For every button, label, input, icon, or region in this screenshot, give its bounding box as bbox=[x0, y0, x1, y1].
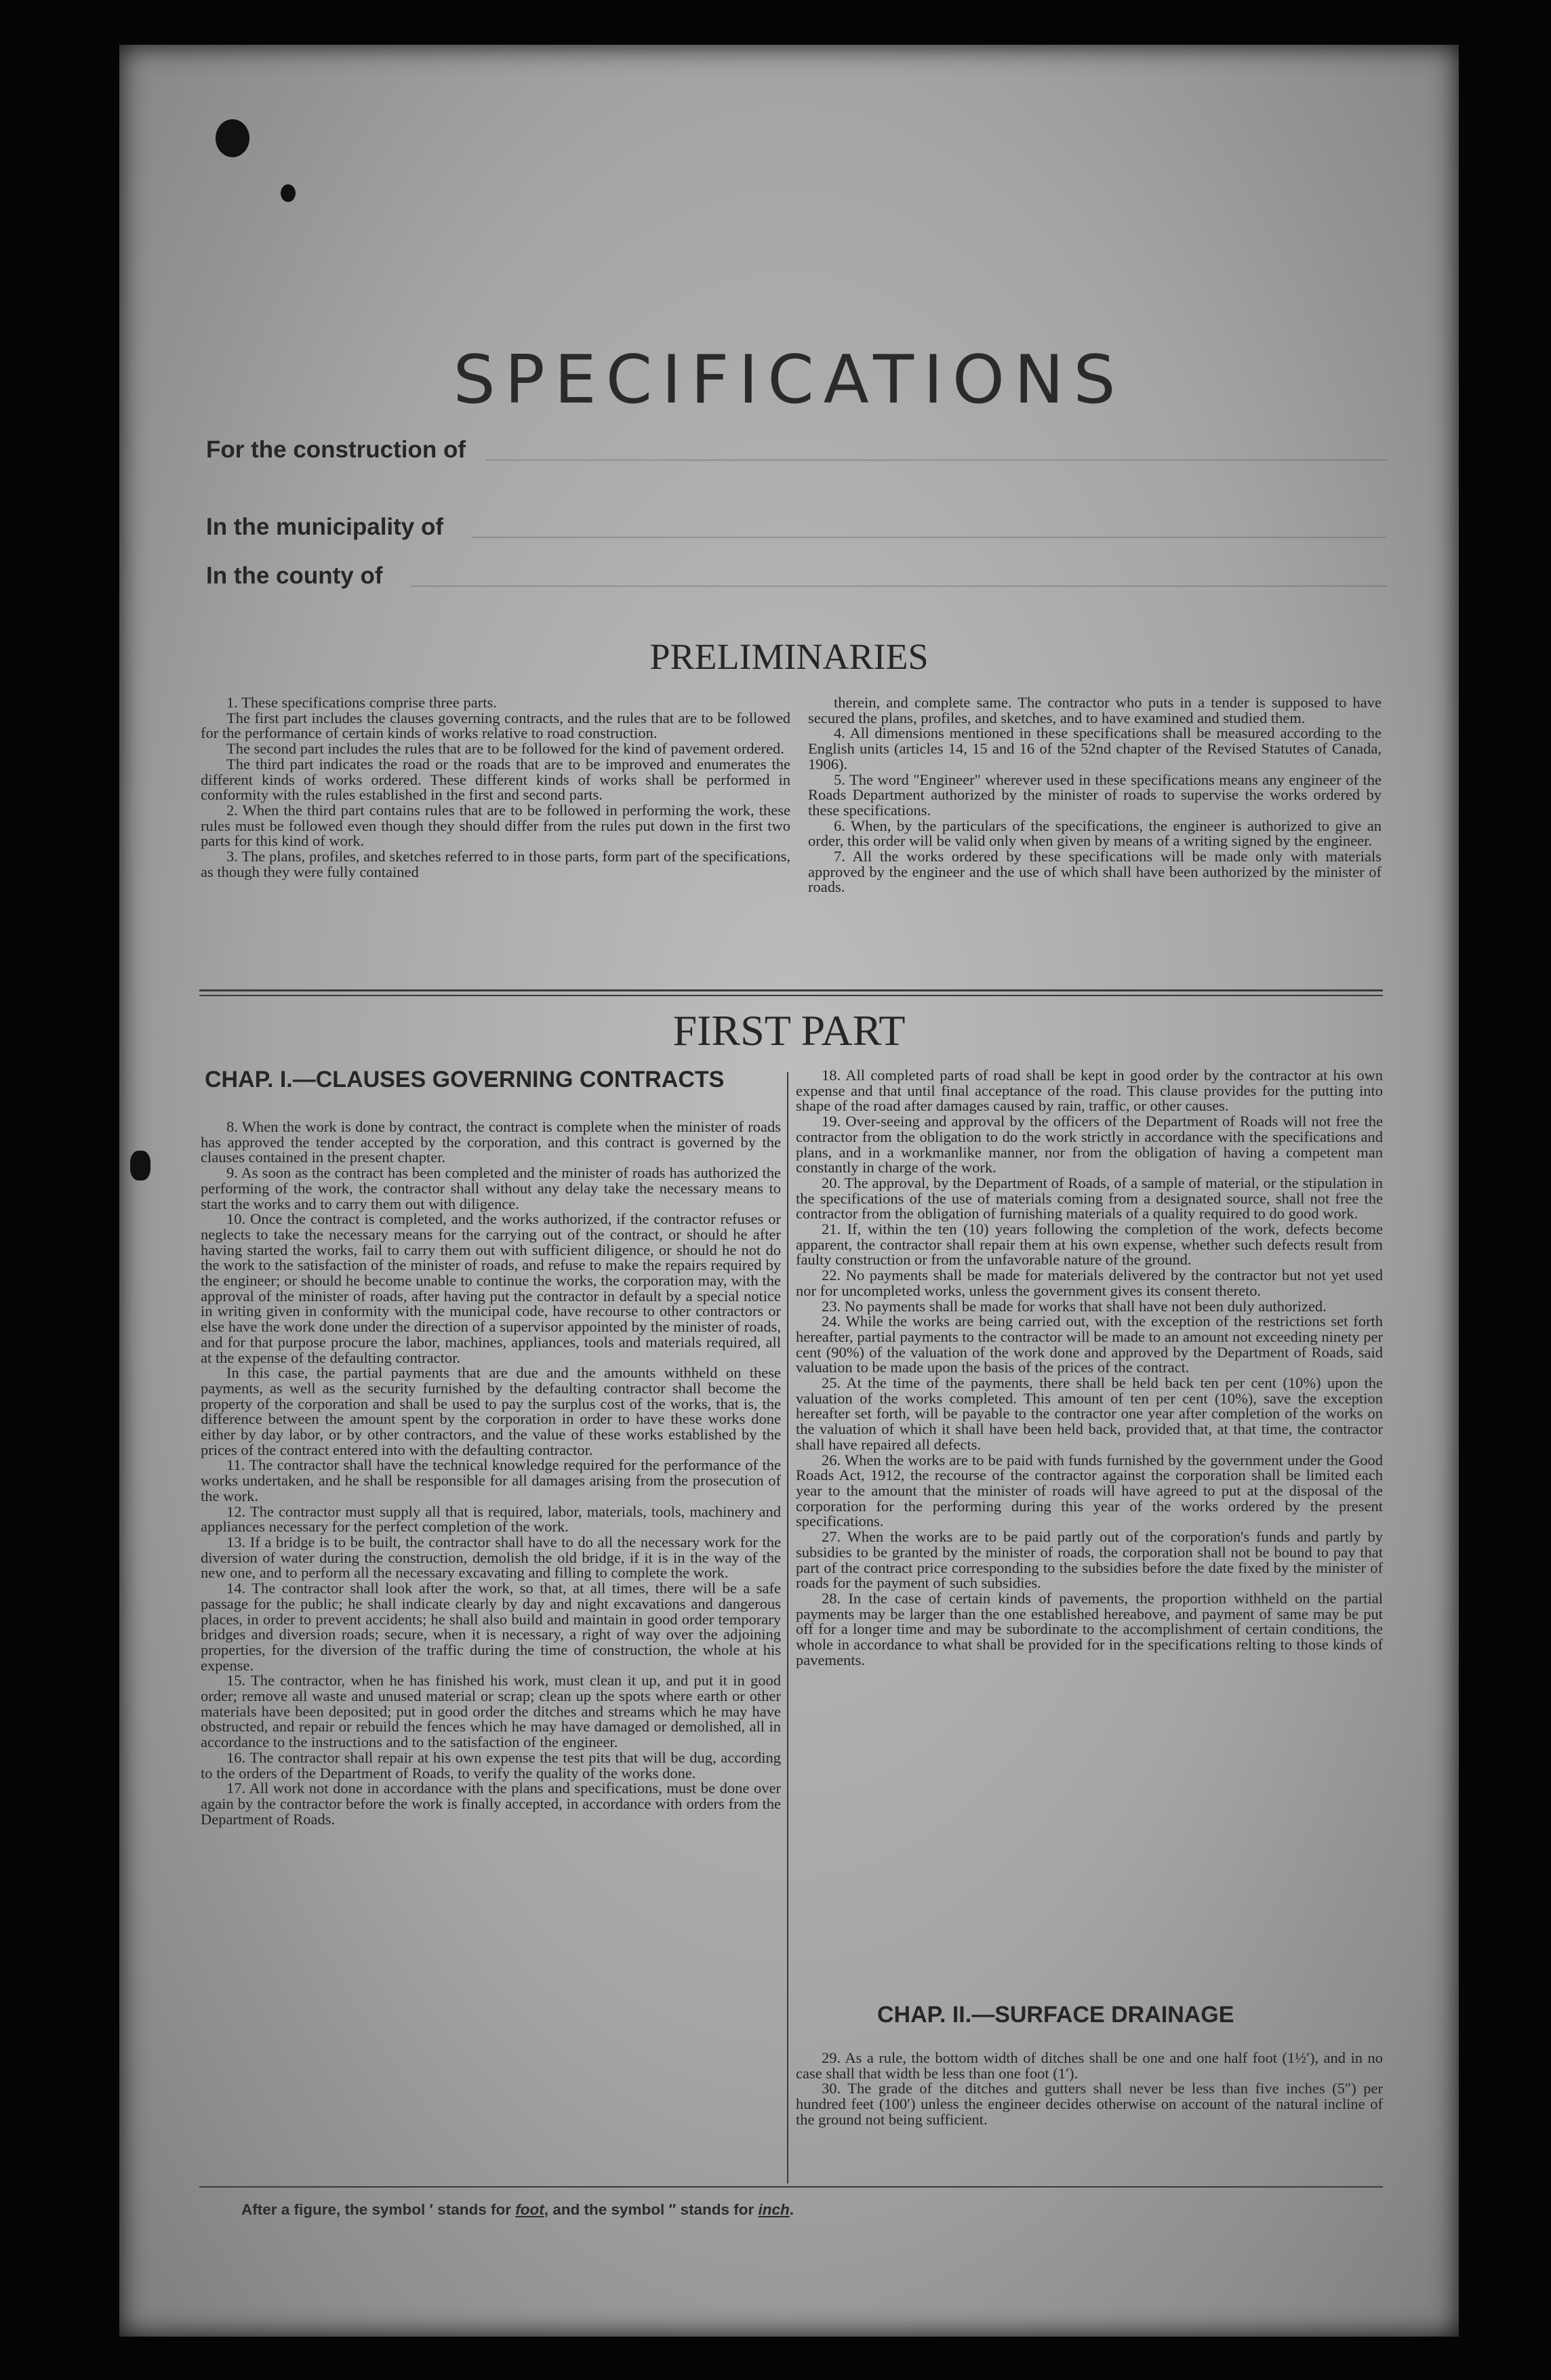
preliminaries-right-column bbox=[808, 695, 1382, 895]
paragraph: 12. The contractor must supply all that is required, labor, materials, tools, machinery and appliances necessary for the perfect completion of the work. bbox=[201, 1502, 781, 1536]
paragraph: 11. The contractor shall have the technical knowledge required for the performance of the works undertaken, and he shall be responsible for all damages arising from the prosecution of the work. bbox=[201, 1456, 781, 1504]
paragraph: 19. Over-seeing and approval by the officers of the Department of Roads will not free the contractor from the obligation to do the work strictly in accordance with the specifications and plans, and in a workmanlike manner, nor from the obligation of having a competent man constantly in charge of the work. bbox=[796, 1113, 1383, 1176]
paragraph: 10. Once the contract is completed, and the works authorized, if the contractor refuses or neglects to take the necessary means for the carrying out of the contract, or should he after having started the works, fail to carry them out with sufficient diligence, or should he not do the work to the satisfaction of the minister of roads, and refuse to make the repairs required by the engineer; or should he become unable to continue the works, the corporation may, with the approval of the minister of roads, after having put the contractor in default by a special notice in writing given in conformity with the municipal code, have recourse to other contractors or else have the work done under the direction of a supervisor appointed by the minister of roads, and for that purpose procure the labor, machines, appliances, tools and materials required, all at the expense of the defaulting contractor. bbox=[201, 1210, 781, 1366]
paragraph: The third part indicates the road or the roads that are to be improved and enumerates the different kinds of works ordered. These different kinds of works shall be performed in conformity with the rules established in the first and second parts. bbox=[201, 755, 790, 804]
paragraph: 18. All completed parts of road shall be kept in good order by the contractor at his own expense and that until final acceptance of the road. This clause provides for the putting into shape of the road after damages caused by rain, traffic, or other causes. bbox=[796, 1067, 1383, 1115]
ink-blot bbox=[130, 1151, 150, 1181]
first-part-right-column bbox=[796, 1068, 1383, 1668]
paragraph: 7. All the works ordered by these specifications will be made only with materials approved by the engineer and the use of which shall have been authorized by the minister of roads. bbox=[808, 848, 1382, 896]
footnote-text: , and the symbol ″ stands for bbox=[544, 2201, 759, 2218]
first-part-heading: FIRST PART bbox=[672, 1006, 906, 1054]
paragraph: 30. The grade of the ditches and gutters shall never be less than five inches (5″) per hundred feet (100′) unless the engineer decides otherwise on account of the natural incline of the ground not being sufficient. bbox=[796, 2080, 1383, 2128]
paragraph: 8. When the work is done by contract, the contract is complete when the minister of roads has approved the tender accepted by the corporation, and this contract is governed by the clauses contained in the present chapter. bbox=[201, 1118, 781, 1166]
paragraph: The second part includes the rules that are to be followed for the kind of pavement ordered. bbox=[226, 740, 784, 758]
section-divider bbox=[199, 995, 1383, 996]
paragraph: 15. The contractor, when he has finished his work, must clean it up, and put it in good order; remove all waste and unused material or scrap; clean up the spots where earth or other materials have been deposited; put in good order the ditches and streams which he may have obstructed, and repair or rebuild the fences which he may have damaged or demolished, all in accordance to the instructions and to the satisfaction of the engineer. bbox=[201, 1672, 781, 1751]
paragraph: 13. If a bridge is to be built, the contractor shall have to do all the necessary work for the diversion of water during the construction, demolish the old bridge, if it is in the way of the new one, and to perform all the necessary excavating and filling to complete the work. bbox=[201, 1533, 781, 1582]
paragraph: 29. As a rule, the bottom width of ditches shall be one and one half foot (1½′), and in no case shall that width be less than one foot (1′). bbox=[796, 2049, 1383, 2082]
paragraph: 28. In the case of certain kinds of pavements, the proportion withheld on the partial payments may be larger than the one established hereabove, and payment of same may be put off for a longer time and may be subordinate to the accomplishment of certain conditions, the whole in accordance to what shall be provided for in the specifications relting to those kinds of pavements. bbox=[796, 1589, 1383, 1668]
county-field-label: In the county of bbox=[206, 562, 383, 589]
paragraph: 6. When, by the particulars of the specifications, the engineer is authorized to give an order, this order will be valid only when given by means of a writing signed by the engineer. bbox=[808, 817, 1382, 850]
paragraph: 16. The contractor shall repair at his own expense the test pits that will be dug, according to the orders of the Department of Roads, to verify the quality of the works done. bbox=[201, 1748, 781, 1782]
municipality-field-line bbox=[472, 537, 1387, 538]
footnote bbox=[241, 2201, 794, 2219]
paragraph: 5. The word "Engineer" wherever used in these specifications means any engineer of the Roads Department authorized by the minister of roads to supervise the works ordered by these specifications. bbox=[808, 771, 1382, 819]
ink-blot bbox=[281, 184, 296, 202]
paragraph: 26. When the works are to be paid with funds furnished by the government under the Good Roads Act, 1912, the recourse of the contractor against the corporation shall be limited each year to the amount that the minister of roads will have agreed to put at the disposal of the corporation for the performing during this year of the works ordered by the present specifications. bbox=[796, 1451, 1383, 1530]
county-field-line bbox=[411, 586, 1387, 587]
preliminaries-left-column bbox=[201, 695, 790, 880]
paragraph: 17. All work not done in accordance with the plans and specifications, must be done over again by the contractor before the work is finally accepted, in accordance with orders from the Department of Roads. bbox=[201, 1780, 781, 1828]
paragraph: 3. The plans, profiles, and sketches referred to in those parts, form part of the specifications, as though they were fully contained bbox=[201, 848, 790, 880]
ink-blot bbox=[216, 119, 249, 157]
paragraph: 1. These specifications comprise three parts. bbox=[226, 694, 497, 711]
chapter-2-column bbox=[796, 2051, 1383, 2128]
footnote-divider bbox=[199, 2186, 1383, 2188]
paragraph: 27. When the works are to be paid partly out of the corporation's funds and partly by subsidies to be granted by the minister of roads, the corporation shall not be bound to pay that part of the contract price corresponding to the subsidies before the date fixed by the minister of roads for the payment of such subsidies. bbox=[796, 1528, 1383, 1592]
section-divider bbox=[199, 989, 1383, 991]
paragraph: 2. When the third part contains rules that are to be followed in performing the work, these rules must be followed even though they should differ from the rules put down in the first two parts for this kind of work. bbox=[201, 801, 790, 850]
paragraph: In this case, the partial payments that are due and the amounts withheld on these payments, as well as the security furnished by the defaulting contractor shall become the property of the corporation and shall be used to pay the surplus cost of the works, that is, the difference between the amount spent by the corporation in order to have these works done either by day labor, or by other contractors, and the value of these works established by the prices of the contract entered into with the defaulting contractor. bbox=[201, 1364, 781, 1458]
paragraph: 9. As soon as the contract has been completed and the minister of roads has authorized the performing of the work, the contractor shall without any delay take the necessary means to start the works and to carry them out with diligence. bbox=[201, 1164, 781, 1212]
column-divider bbox=[787, 1072, 788, 2183]
paragraph: 25. At the time of the payments, there shall be held back ten per cent (10%) upon the valuation of the works completed. This amount of ten per cent (10%), save the exception hereafter set forth, will be payable to the contractor one year after completion of the works on the valuation of which it shall have been held back, provided that, at that time, the contractor shall have repaired all defects. bbox=[796, 1374, 1383, 1453]
paragraph: 21. If, within the ten (10) years following the completion of the work, defects become apparent, the contractor shall repair them at his own expense, whether such defects result from faulty construction or from the unfavorable nature of the ground. bbox=[796, 1220, 1383, 1269]
paragraph: 14. The contractor shall look after the work, so that, at all times, there will be a safe passage for the public; he shall indicate clearly by day and night excavations and dangerous places, in order to prevent accidents; he shall also build and maintain in good order temporary bridges and diversion roads; secure, when it is necessary, a right of way over the adjoining properties, for the diversion of the traffic during the time of construction, the whole at his expense. bbox=[201, 1580, 781, 1674]
paragraph: therein, and complete same. The contractor who puts in a tender is supposed to have secured the plans, profiles, and sketches, and to have examined and studied them. bbox=[808, 694, 1382, 726]
paragraph: 4. All dimensions mentioned in these specifications shall be measured according to the English units (articles 14, 15 and 16 of the 52nd chapter of the Revised Statutes of Canada, 1906). bbox=[808, 724, 1382, 773]
construction-field-label: For the construction of bbox=[206, 436, 466, 463]
footnote-inch-word: inch bbox=[758, 2201, 790, 2218]
first-part-left-column bbox=[201, 1120, 781, 1827]
chapter-1-heading: CHAP. I.—CLAUSES GOVERNING CONTRACTS bbox=[205, 1067, 725, 1092]
paragraph: 22. No payments shall be made for materials delivered by the contractor but not yet used nor for uncompleted works, unless the government gives its consent thereto. bbox=[796, 1267, 1383, 1299]
municipality-field-label: In the municipality of bbox=[206, 514, 444, 540]
page-title: SPECIFICATIONS bbox=[453, 342, 1125, 419]
paragraph: 20. The approval, by the Department of Roads, of a sample of material, or the stipulation in the specifications of the use of materials coming from a designated source, shall not free the contractor from the obligation of furnishing materials of a quality required to do good work. bbox=[796, 1174, 1383, 1223]
construction-field-line bbox=[485, 459, 1387, 461]
document-page bbox=[119, 45, 1459, 2337]
paragraph: The first part includes the clauses governing contracts, and the rules that are to be followed for the performance of certain kinds of works relative to road construction. bbox=[201, 709, 790, 742]
preliminaries-heading: PRELIMINARIES bbox=[649, 636, 929, 677]
footnote-foot-word: foot bbox=[515, 2201, 544, 2218]
paragraph: 24. While the works are being carried out, with the exception of the restrictions set forth hereafter, partial payments to the contractor will be made to an amount not exceeding ninety per cent (90%) of the valuation of the work done and approved by the Department of Roads, said valuation to be made upon the basis of the prices of the contract. bbox=[796, 1313, 1383, 1376]
footnote-text: . bbox=[789, 2201, 794, 2218]
paragraph: 23. No payments shall be made for works that shall have not been duly authorized. bbox=[822, 1297, 1327, 1315]
footnote-text: After a figure, the symbol ′ stands for bbox=[241, 2201, 516, 2218]
chapter-2-heading: CHAP. II.—SURFACE DRAINAGE bbox=[877, 2002, 1234, 2028]
